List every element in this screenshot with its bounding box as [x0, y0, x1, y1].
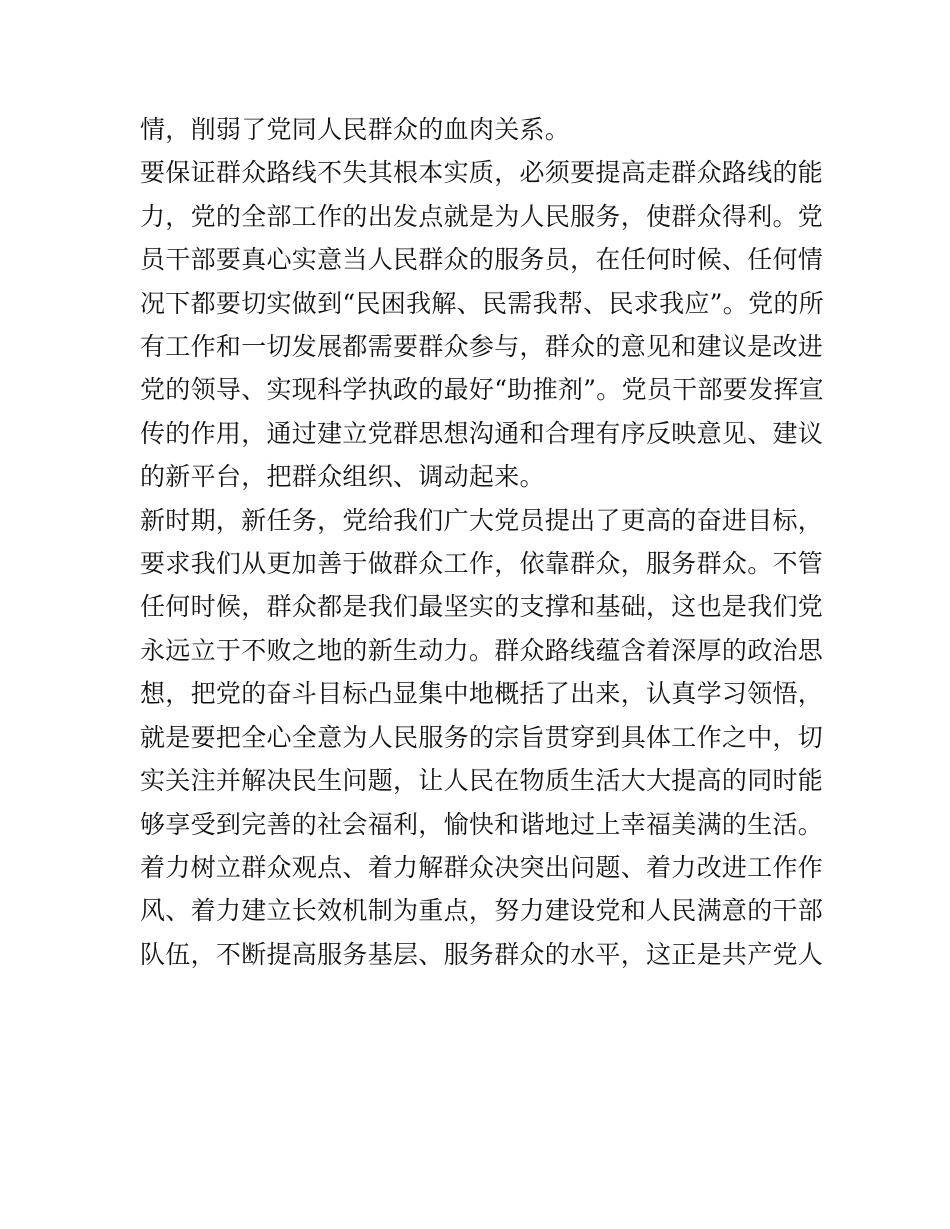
paragraph-1: [140, 108, 820, 151]
text-line: 传的作用，通过建立党群思想沟通和合理有序反映意见、建议: [140, 418, 824, 448]
text-line: 就是要把全心全意为人民服务的宗旨贯穿到具体工作之中，切: [140, 722, 824, 752]
text-line: 员干部要真心实意当人民群众的服务员，在任何时候、任何情: [140, 245, 824, 275]
text-line: 队伍，不断提高服务基层、服务群众的水平，这正是共产党人: [140, 939, 824, 969]
text-line: 情，削弱了党同人民群众的血肉关系。: [140, 115, 571, 144]
text-line: 的新平台，把群众组织、调动起来。: [140, 462, 545, 492]
text-line: 实关注并解决民生问题，让人民在物质生活大大提高的同时能: [140, 766, 824, 796]
text-line: 要求我们从更加善于做群众工作，依靠群众，服务群众。不管: [140, 549, 824, 579]
text-line: 要保证群众路线不失其根本实质，必须要提高走群众路线的能: [140, 158, 824, 188]
paragraph-3: [140, 499, 824, 846]
text-line: 风、着力建立长效机制为重点，努力建设党和人民满意的干部: [140, 896, 824, 926]
text-line: 够享受到完善的社会福利，愉快和谐地过上幸福美满的生活。: [140, 809, 824, 839]
text-line: 况下都要切实做到“民困我解、民需我帮、民求我应”。党的所: [140, 288, 824, 318]
text-line: 想，把党的奋斗目标凸显集中地概括了出来，认真学习领悟，: [140, 679, 824, 709]
text-line: 新时期，新任务，党给我们广大党员提出了更高的奋进目标，: [140, 505, 824, 535]
text-line: 着力树立群众观点、着力解群众决突出问题、着力改进工作作: [140, 852, 824, 882]
paragraph-4: [140, 846, 824, 976]
text-line: 党的领导、实现科学执政的最好“助推剂”。党员干部要发挥宣: [140, 375, 824, 405]
text-line: 力，党的全部工作的出发点就是为人民服务，使群众得利。党: [140, 201, 824, 231]
paragraph-2: [140, 151, 824, 498]
text-line: 永远立于不败之地的新生动力。群众路线蕴含着深厚的政治思: [140, 635, 824, 665]
text-line: 任何时候，群众都是我们最坚实的支撑和基础，这也是我们党: [140, 592, 824, 622]
text-line: 有工作和一切发展都需要群众参与，群众的意见和建议是改进: [140, 332, 824, 362]
document-body: [140, 108, 824, 976]
